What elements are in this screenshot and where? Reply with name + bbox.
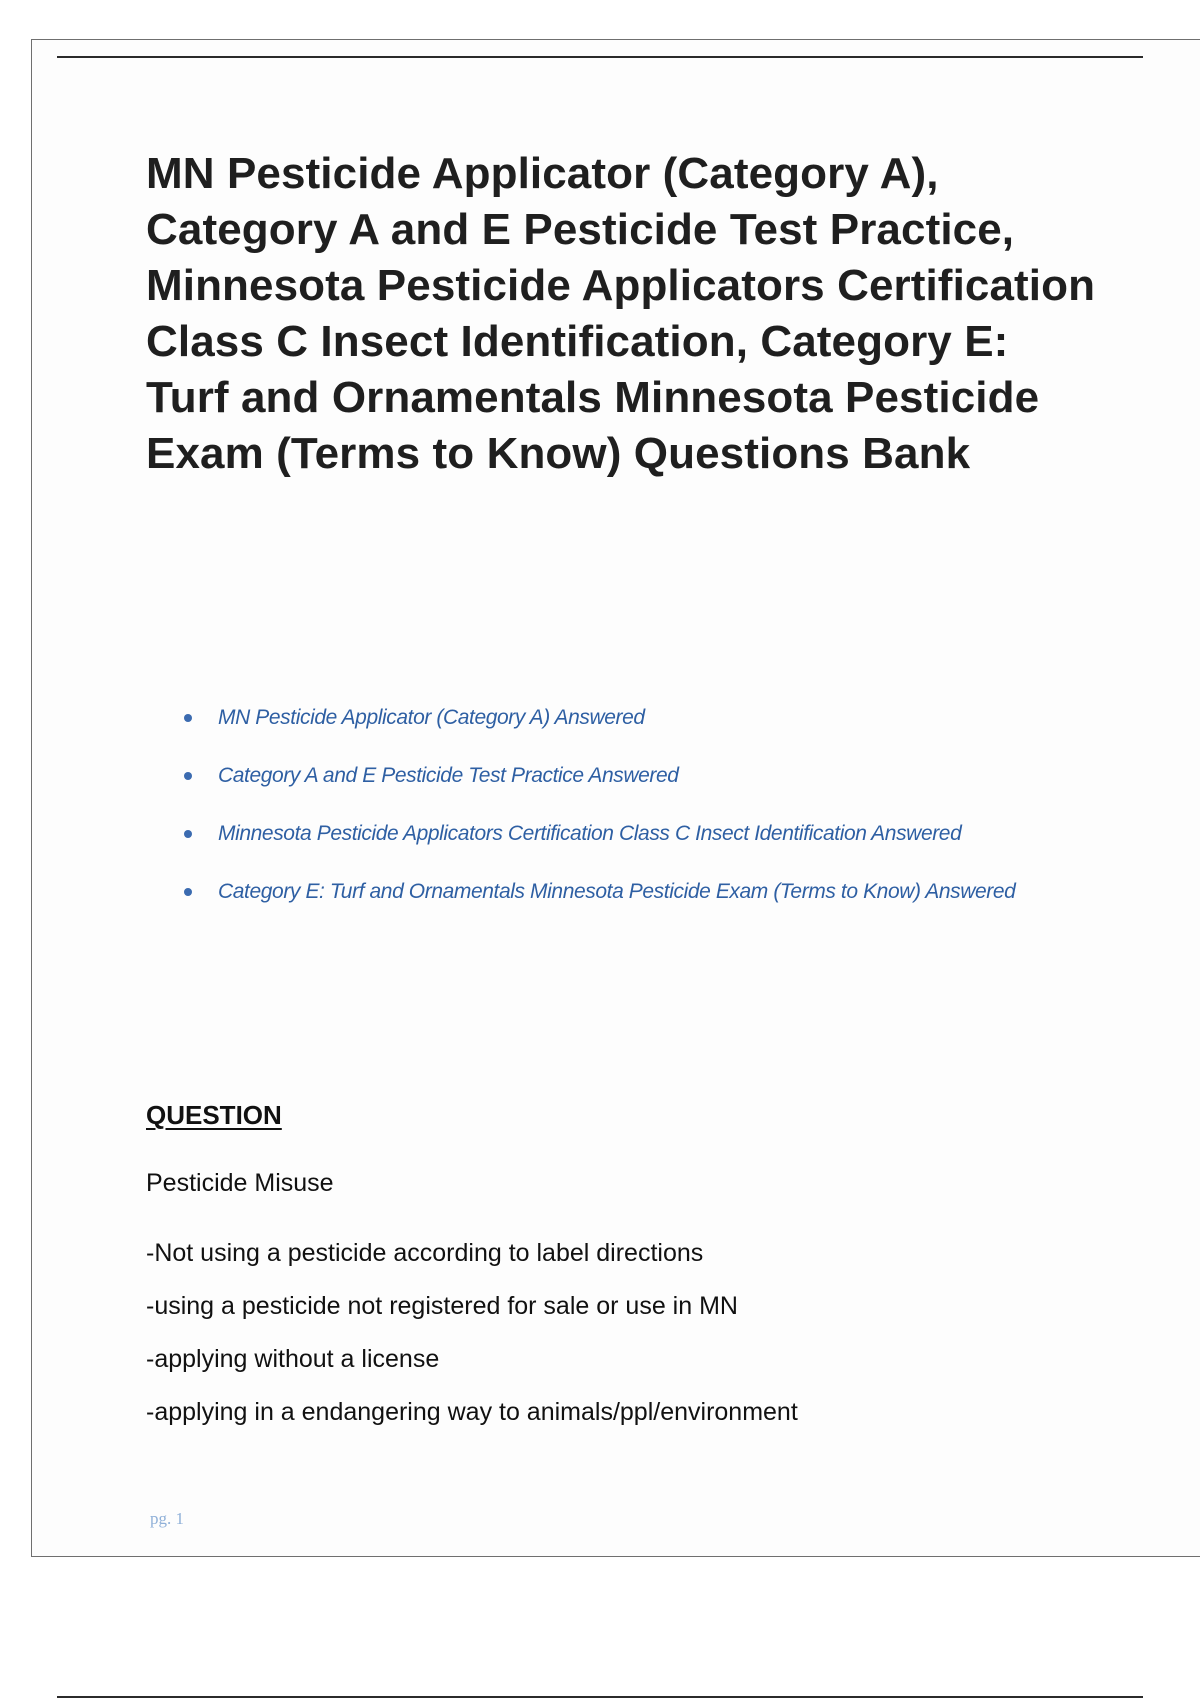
toc-item-label: Category E: Turf and Ornamentals Minnesota Pesticide Exam (Terms to Know) Answered bbox=[218, 880, 1016, 903]
footer-rule bbox=[57, 1696, 1143, 1698]
bullet-icon bbox=[184, 830, 192, 838]
answer-line: -using a pesticide not registered for sale or use in MN bbox=[146, 1292, 738, 1320]
answer-line: -applying in a endangering way to animals/ppl/environment bbox=[146, 1398, 798, 1426]
bullet-icon bbox=[184, 888, 192, 896]
question-heading: QUESTION bbox=[146, 1100, 282, 1130]
question-term: Pesticide Misuse bbox=[146, 1169, 334, 1197]
page-number: pg. 1 bbox=[150, 1509, 184, 1528]
toc-item[interactable] bbox=[184, 874, 1104, 932]
document-title: MN Pesticide Applicator (Category A), Category A and E Pesticide Test Practice, Minnesota Pesticide Applicators Certification Class C Insect Identification, Category E: Turf and Ornamentals Minnesota Pesticide Exam (Terms to Know) Questions Bank bbox=[146, 149, 1096, 478]
answer-list bbox=[146, 1236, 1106, 1448]
toc-list bbox=[184, 700, 1104, 932]
toc-item[interactable] bbox=[184, 758, 1104, 816]
answer-line: -applying without a license bbox=[146, 1345, 440, 1373]
toc-item[interactable] bbox=[184, 700, 1104, 758]
toc-item-label: MN Pesticide Applicator (Category A) Answered bbox=[218, 706, 645, 729]
toc-item-label: Category A and E Pesticide Test Practice Answered bbox=[218, 764, 679, 787]
toc-item[interactable] bbox=[184, 816, 1104, 874]
header-rule bbox=[57, 56, 1143, 58]
toc-item-label: Minnesota Pesticide Applicators Certification Class C Insect Identification Answered bbox=[218, 822, 962, 845]
bullet-icon bbox=[184, 714, 192, 722]
answer-line: -Not using a pesticide according to label directions bbox=[146, 1239, 704, 1267]
bullet-icon bbox=[184, 772, 192, 780]
